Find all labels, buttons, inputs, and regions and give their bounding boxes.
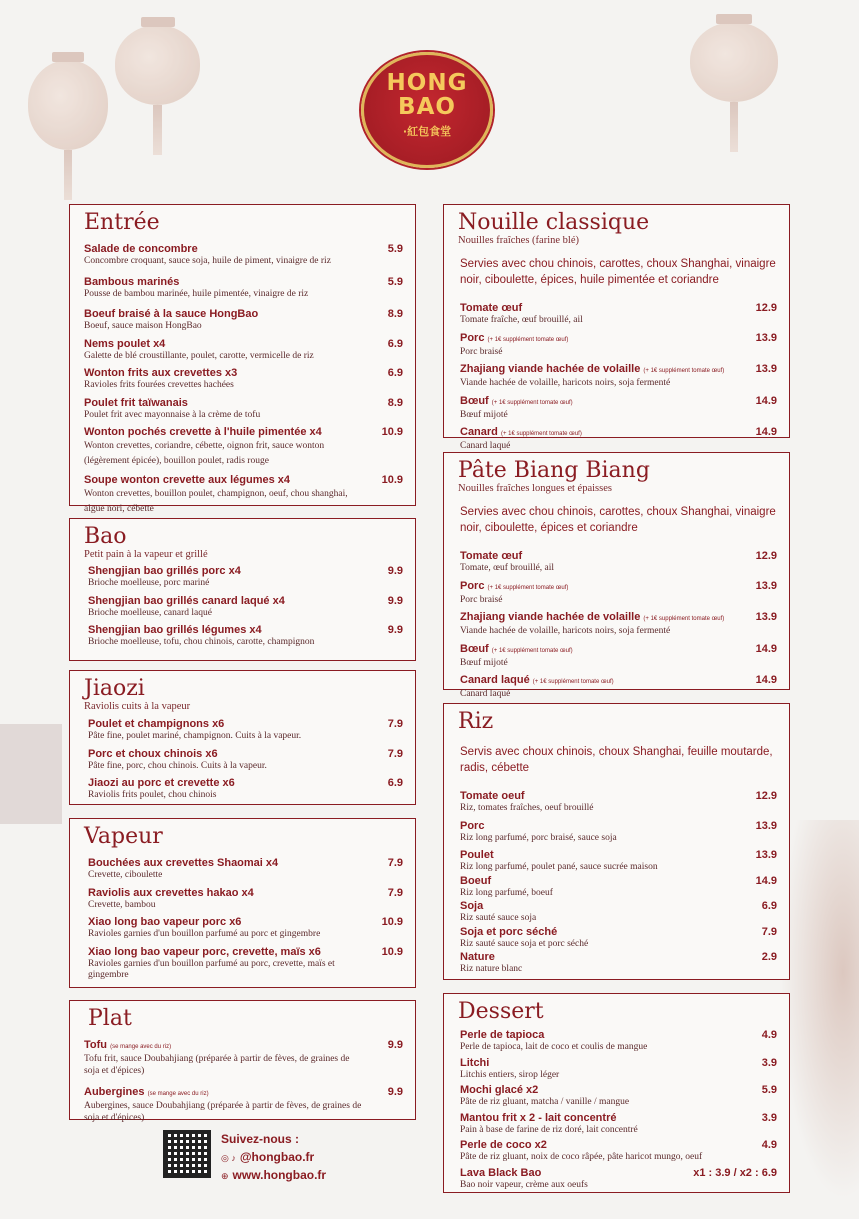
item-list <box>84 718 403 802</box>
footer <box>163 1130 363 1190</box>
item-desc: Pâte de riz gluant, noix de coco râpée, pâte haricot mungo, oeuf <box>460 1152 703 1162</box>
lantern-icon <box>28 60 108 150</box>
section-nouille <box>443 204 790 451</box>
item-name: Wonton frits aux crevettes x3 <box>84 367 238 379</box>
qr-code-icon[interactable] <box>163 1130 211 1178</box>
item-price: 7.9 <box>761 925 777 938</box>
item-desc: Ravioles garnies d'un bouillon parfumé au porc, crevette, maïs et gingembre <box>88 958 335 980</box>
item-name: Poulet <box>460 849 494 861</box>
item-desc: Riz sauté sauce soja <box>460 913 537 923</box>
item-desc: Litchis entiers, sirop léger <box>460 1069 560 1080</box>
item-note: (se mange avec du riz) <box>110 1044 172 1050</box>
item-price: 3.9 <box>761 1111 777 1124</box>
item-price: 7.9 <box>387 718 403 730</box>
logo-chinese: ·紅包食堂 <box>402 125 452 138</box>
menu-item <box>460 580 777 607</box>
item-name: Mochi glacé x2 <box>460 1084 539 1096</box>
item-price: 9.9 <box>387 565 403 577</box>
item-name: Porc <box>460 579 485 592</box>
menu-item <box>84 426 403 469</box>
item-name: Shengjian bao grillés légumes x4 <box>88 624 262 636</box>
item-note: (+ 1€ supplément tomate œuf) <box>643 368 725 374</box>
menu-item <box>84 276 403 301</box>
item-price: 13.9 <box>755 363 777 375</box>
menu-item <box>460 611 777 638</box>
menu-item <box>460 1029 777 1054</box>
item-name: Xiao long bao vapeur porc x6 <box>88 916 242 928</box>
item-name: Soja et porc séché <box>460 925 558 938</box>
item-price: 14.9 <box>755 674 777 686</box>
menu-item <box>460 1084 777 1109</box>
logo-line2: BAO <box>398 94 456 120</box>
item-name: Soja <box>460 900 484 912</box>
item-desc: Pousse de bambou marinée, huile pimentée, vinaigre de riz <box>84 288 309 299</box>
item-note: (se mange avec du riz) <box>147 1091 209 1097</box>
menu-item <box>460 302 777 327</box>
item-desc: Wonton crevettes, coriandre, cébette, oignon frit, sauce wonton (légèrement épicée), bouillon poulet, radis rouge <box>84 441 325 466</box>
item-desc: Concombre croquant, sauce soja, huile de piment, vinaigre de riz <box>84 256 331 266</box>
menu-item <box>460 550 777 575</box>
item-desc: Canard laqué <box>460 441 511 451</box>
item-desc: Riz long parfumé, boeuf <box>460 887 553 898</box>
item-name: Xiao long bao vapeur porc, crevette, maïs x6 <box>88 945 321 958</box>
lantern-icon <box>690 22 778 102</box>
menu-item <box>460 790 777 815</box>
item-desc: Galette de blé croustillante, poulet, carotte, vermicelle de riz <box>84 350 314 361</box>
item-price: 4.9 <box>761 1139 777 1151</box>
menu-item <box>84 1086 403 1124</box>
section-riz <box>443 703 790 980</box>
lantern-icon <box>115 25 200 105</box>
item-name: Tofu <box>84 1039 108 1051</box>
section-biang <box>443 452 790 699</box>
website-link[interactable] <box>221 1168 326 1182</box>
item-desc: Bao noir vapeur, crème aux oeufs <box>460 1179 588 1190</box>
item-desc: Raviolis frits poulet, chou chinois <box>88 790 217 800</box>
item-price: 9.9 <box>387 1086 403 1098</box>
logo-line1: HONG <box>386 70 468 96</box>
item-desc: Porc braisé <box>460 346 503 357</box>
item-desc: Boeuf, sauce maison HongBao <box>84 321 202 331</box>
menu-item <box>88 857 403 882</box>
menu-item <box>88 916 403 941</box>
item-price: 10.9 <box>381 474 403 486</box>
item-price: 13.9 <box>755 849 777 861</box>
menu-item <box>88 748 403 773</box>
item-list <box>84 243 403 517</box>
menu-item <box>88 946 403 982</box>
item-price: 12.9 <box>755 302 777 314</box>
item-desc: Bœuf mijoté <box>460 657 508 668</box>
menu-item <box>88 887 403 912</box>
section-title: Jiaozi <box>84 676 145 701</box>
item-price: 13.9 <box>755 331 777 344</box>
item-name: Canard laqué <box>460 674 530 686</box>
item-desc: Viande hachée de volaille, haricots noirs, soja fermenté <box>460 378 671 388</box>
decor-dragon <box>779 820 859 1200</box>
item-desc: Crevette, bambou <box>88 899 156 910</box>
item-desc: Brioche moelleuse, porc mariné <box>88 578 210 588</box>
item-desc: Ravioles garnies d'un bouillon parfumé au porc et gingembre <box>88 929 321 939</box>
item-price: 6.9 <box>387 367 403 379</box>
item-price: 9.9 <box>387 594 403 607</box>
item-name: Tomate œuf <box>460 302 523 314</box>
item-name: Tomate oeuf <box>460 790 525 802</box>
item-price: 9.9 <box>387 624 403 636</box>
menu-item <box>84 397 403 422</box>
item-name: Perle de coco x2 <box>460 1139 547 1151</box>
item-desc: Bœuf mijoté <box>460 409 508 420</box>
item-desc: Ravioles frits fourées crevettes hachées <box>84 380 234 390</box>
item-list <box>458 302 777 453</box>
item-price: 10.9 <box>381 945 403 958</box>
section-title: Bao <box>84 524 127 549</box>
item-list <box>458 1029 777 1191</box>
item-name: Boeuf <box>460 874 492 887</box>
item-name: Wonton pochés crevette à l'huile pimentée x4 <box>84 426 322 438</box>
menu-item <box>460 1139 777 1164</box>
menu-item <box>460 395 777 422</box>
menu-item <box>88 777 403 802</box>
item-desc: Pâte fine, porc, chou chinois. Cuits à la vapeur. <box>88 760 267 771</box>
section-description: Servis avec choux chinois, choux Shanghai, feuille moutarde, radis, cébette <box>460 746 773 774</box>
menu-item <box>88 718 403 743</box>
item-price: 12.9 <box>755 790 777 802</box>
item-name: Lava Black Bao <box>460 1166 542 1179</box>
item-price: 3.9 <box>761 1056 777 1069</box>
section-title: Vapeur <box>84 824 163 849</box>
item-name: Raviolis aux crevettes hakao x4 <box>88 886 254 899</box>
item-desc: Pâte fine, poulet mariné, champignon. Cuits à la vapeur. <box>88 731 302 741</box>
item-name: Poulet et champignons x6 <box>88 718 225 730</box>
item-name: Shengjian bao grillés canard laqué x4 <box>88 594 285 607</box>
item-price: 5.9 <box>387 243 403 255</box>
item-note: (+ 1€ supplément tomate œuf) <box>532 679 614 685</box>
menu-item <box>88 565 403 590</box>
social-link[interactable] <box>221 1150 314 1164</box>
item-price: 2.9 <box>761 951 777 963</box>
menu-item <box>460 674 777 701</box>
item-desc: Riz, tomates fraîches, oeuf brouillé <box>460 803 594 813</box>
item-price: 6.9 <box>387 337 403 350</box>
item-desc: Tomate fraîche, œuf brouillé, ail <box>460 315 583 325</box>
item-name: Bouchées aux crevettes Shaomai x4 <box>88 857 279 869</box>
section-jiaozi <box>69 670 416 805</box>
section-dessert <box>443 993 790 1193</box>
item-list <box>458 550 777 701</box>
item-note: (+ 1€ supplément tomate œuf) <box>487 584 569 591</box>
menu-item <box>88 624 403 649</box>
item-name: Perle de tapioca <box>460 1029 545 1041</box>
item-desc: Riz sauté sauce soja et porc séché <box>460 938 589 949</box>
social-handle: @hongbao.fr <box>239 1150 315 1164</box>
item-name: Porc <box>460 819 485 832</box>
section-plat <box>69 1000 416 1123</box>
item-desc: Brioche moelleuse, canard laqué <box>88 607 212 618</box>
item-desc: Pain à base de farine de riz doré, lait concentré <box>460 1124 638 1135</box>
menu-item <box>460 332 777 359</box>
menu-item <box>460 426 777 453</box>
section-subtitle: Petit pain à la vapeur et grillé <box>84 549 208 560</box>
item-name: Tomate œuf <box>460 550 523 562</box>
item-price: 7.9 <box>387 857 403 869</box>
item-note: (+ 1€ supplément tomate œuf) <box>491 399 573 406</box>
item-price: 6.9 <box>761 900 777 912</box>
item-note: (+ 1€ supplément tomate œuf) <box>500 431 582 437</box>
instagram-tiktok-icon: ◎ ♪ <box>221 1153 236 1163</box>
item-name: Bœuf <box>460 394 489 407</box>
item-desc: Riz long parfumé, poulet pané, sauce sucrée maison <box>460 862 658 872</box>
menu-item <box>84 338 403 363</box>
item-desc: Crevette, ciboulette <box>88 870 163 880</box>
item-price: 8.9 <box>387 308 403 320</box>
item-name: Jiaozi au porc et crevette x6 <box>88 777 235 789</box>
section-title: Nouille classique <box>458 210 650 235</box>
section-title: Riz <box>458 709 494 734</box>
item-desc: Riz nature blanc <box>460 964 523 974</box>
section-subtitle: Nouilles fraîches (farine blé) <box>458 235 579 246</box>
menu-item <box>460 875 777 900</box>
item-desc: Canard laqué <box>460 689 511 699</box>
item-price: 8.9 <box>387 396 403 409</box>
web-icon: ⊕ <box>221 1171 229 1181</box>
item-price: 12.9 <box>755 550 777 562</box>
item-desc: Tomate, œuf brouillé, ail <box>460 563 555 573</box>
item-desc: Viande hachée de volaille, haricots noirs, soja fermenté <box>460 626 671 636</box>
item-price: 10.9 <box>381 426 403 438</box>
item-price: 6.9 <box>387 777 403 789</box>
item-name: Porc <box>460 331 485 344</box>
item-desc: Porc braisé <box>460 594 503 605</box>
item-name: Nems poulet x4 <box>84 337 166 350</box>
item-price: 13.9 <box>755 819 777 832</box>
item-note: (+ 1€ supplément tomate œuf) <box>643 616 725 622</box>
menu-item <box>460 1167 777 1192</box>
item-price: 7.9 <box>387 747 403 760</box>
item-desc: Riz long parfumé, porc braisé, sauce soja <box>460 832 617 843</box>
menu-item <box>460 820 777 845</box>
item-desc: Pâte de riz gluant, matcha / vanille / mangue <box>460 1097 630 1107</box>
menu-item <box>460 643 777 670</box>
section-title: Entrée <box>84 210 160 235</box>
menu-item <box>84 308 403 333</box>
menu-item <box>460 363 777 390</box>
item-name: Zhajiang viande hachée de volaille <box>460 363 641 375</box>
section-bao <box>69 518 416 661</box>
item-price: 14.9 <box>755 874 777 887</box>
menu-item <box>88 595 403 620</box>
item-name: Boeuf braisé à la sauce HongBao <box>84 308 259 320</box>
follow-label: Suivez-nous : <box>221 1132 300 1146</box>
item-price: x1 : 3.9 / x2 : 6.9 <box>693 1166 777 1179</box>
logo <box>361 52 493 168</box>
item-name: Nature <box>460 951 495 963</box>
item-name: Mantou frit x 2 - lait concentré <box>460 1111 617 1124</box>
item-note: (+ 1€ supplément tomate œuf) <box>491 647 573 654</box>
menu-item <box>84 474 403 517</box>
menu-item <box>84 367 403 392</box>
item-name: Litchi <box>460 1056 490 1069</box>
item-desc: Wonton crevettes, bouillon poulet, champignon, oeuf, chou shanghai, algue nori, cébette <box>84 489 348 514</box>
item-note: (+ 1€ supplément tomate œuf) <box>487 336 569 343</box>
item-desc: Perle de tapioca, lait de coco et coulis de mangue <box>460 1042 648 1052</box>
item-name: Porc et choux chinois x6 <box>88 747 218 760</box>
website-url: www.hongbao.fr <box>232 1168 327 1182</box>
menu-item <box>460 1112 777 1137</box>
item-price: 13.9 <box>755 579 777 592</box>
menu-item <box>460 926 777 951</box>
menu-item <box>460 900 777 925</box>
item-price: 14.9 <box>755 426 777 438</box>
section-subtitle: Raviolis cuits à la vapeur <box>84 701 191 712</box>
section-title: Dessert <box>458 999 544 1024</box>
item-desc: Tofu frit, sauce Doubahjiang (préparée à partir de fèves, de graines de soja et d'épices) <box>84 1054 350 1076</box>
section-title: Pâte Biang Biang <box>458 458 650 483</box>
item-name: Poulet frit taïwanais <box>84 396 188 409</box>
item-name: Shengjian bao grillés porc x4 <box>88 565 241 577</box>
item-desc: Aubergines, sauce Doubahjiang (préparée à partir de fèves, de graines de soja et d'épices) <box>84 1101 362 1123</box>
section-description: Servies avec chou chinois, carottes, choux Shanghai, vinaigre noir, ciboulette, épices, huile pimentée et coriandre <box>460 258 776 286</box>
item-list <box>84 857 403 982</box>
section-description: Servies avec chou chinois, carottes, choux Shanghai, vinaigre noir, ciboulette, épices et coriandre <box>460 506 776 534</box>
item-name: Aubergines <box>84 1086 145 1098</box>
item-price: 9.9 <box>387 1039 403 1051</box>
item-name: Bœuf <box>460 642 489 655</box>
item-list <box>84 565 403 649</box>
item-price: 7.9 <box>387 886 403 899</box>
item-name: Canard <box>460 426 498 438</box>
item-price: 5.9 <box>761 1084 777 1096</box>
menu-item <box>84 243 403 268</box>
item-price: 14.9 <box>755 642 777 655</box>
menu-item <box>460 1057 777 1082</box>
item-list <box>84 1039 403 1124</box>
item-desc: Brioche moelleuse, tofu, chou chinois, carotte, champignon <box>88 637 315 647</box>
item-name: Soupe wonton crevette aux légumes x4 <box>84 474 291 486</box>
item-price: 13.9 <box>755 611 777 623</box>
menu-item <box>460 849 777 874</box>
item-name: Zhajiang viande hachée de volaille <box>460 611 641 623</box>
section-title: Plat <box>88 1006 132 1031</box>
item-desc: Poulet frit avec mayonnaise à la crème de tofu <box>84 409 261 420</box>
item-price: 5.9 <box>387 275 403 288</box>
item-price: 14.9 <box>755 394 777 407</box>
menu-item <box>84 1039 403 1077</box>
item-name: Salade de concombre <box>84 243 198 255</box>
item-name: Bambous marinés <box>84 275 180 288</box>
item-price: 4.9 <box>761 1029 777 1041</box>
section-subtitle: Nouilles fraîches longues et épaisses <box>458 483 612 494</box>
section-entree <box>69 204 416 514</box>
section-vapeur <box>69 818 416 988</box>
item-price: 10.9 <box>381 916 403 928</box>
item-list <box>458 790 777 976</box>
menu-item <box>460 951 777 976</box>
decor-stamp <box>0 724 62 824</box>
